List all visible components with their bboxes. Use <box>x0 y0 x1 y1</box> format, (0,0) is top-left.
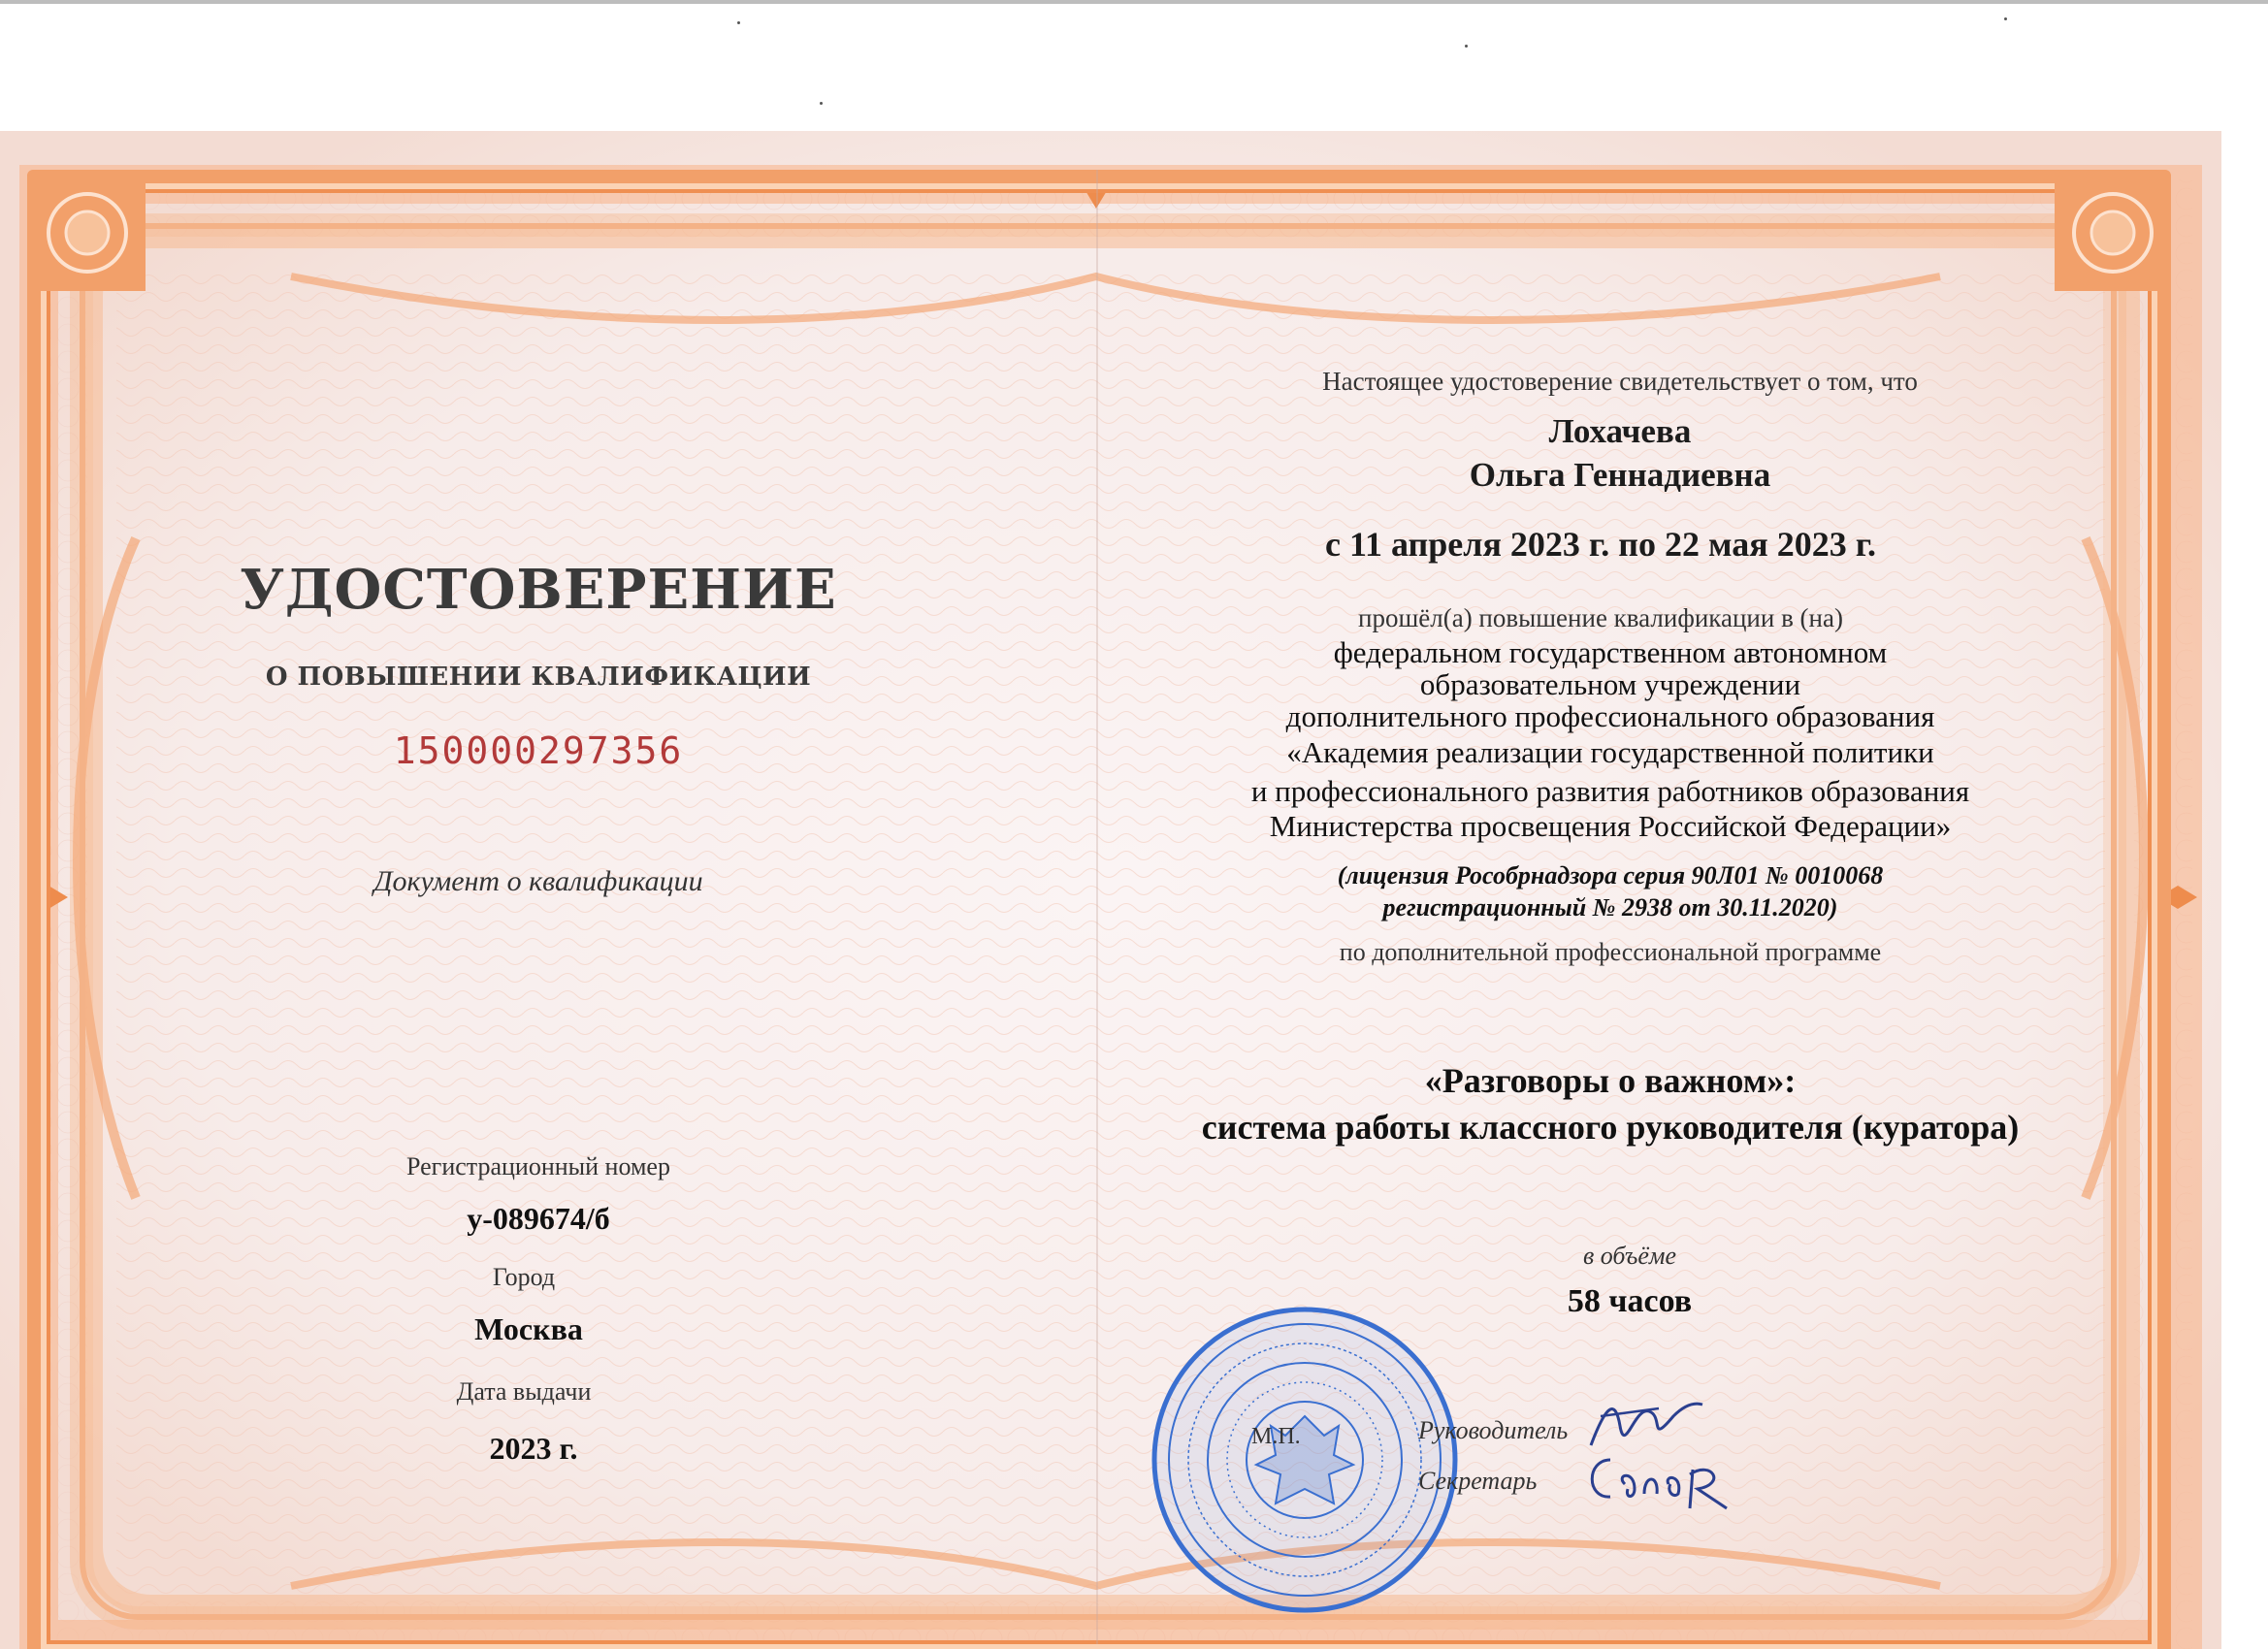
secretary-signature <box>1581 1440 1736 1518</box>
city: Москва <box>474 1311 583 1346</box>
reg-number: у-089674/б <box>467 1201 610 1236</box>
certificate-intro: Настоящее удостоверение свидетельствует о том, что <box>1322 367 1918 396</box>
institution-line: «Академия реализации государственной политики <box>1286 735 1934 769</box>
scan-speck <box>820 102 823 105</box>
program-title-line: «Разговоры о важном»: <box>1424 1061 1797 1100</box>
scan-speck <box>2004 17 2007 20</box>
scan-speck <box>737 21 740 24</box>
corner-ornament-top-left <box>29 175 146 291</box>
issue-date: 2023 г. <box>489 1431 578 1466</box>
program-intro: по дополнительной профессиональной программе <box>1339 938 1882 966</box>
institution-line: федеральном государственном автономном <box>1333 635 1888 669</box>
program-title-line: система работы классного руководителя (куратора) <box>1201 1108 2020 1147</box>
document-kind: Документ о квалификации <box>373 865 703 897</box>
head-label: Руководитель <box>1418 1416 1569 1444</box>
issue-date-label: Дата выдачи <box>456 1377 592 1406</box>
volume-label: в объёме <box>1582 1242 1677 1270</box>
center-fold <box>1096 170 1098 1644</box>
holder-given-names: Ольга Геннадиевна <box>1469 456 1771 494</box>
institution-line: образовательном учреждении <box>1419 667 1801 701</box>
institution-line: Министерства просвещения Российской Федерации» <box>1269 809 1952 843</box>
certificate-title: УДОСТОВЕРЕНИЕ <box>240 558 837 622</box>
hours-value: 58 часов <box>1567 1283 1693 1319</box>
reg-number-label: Регистрационный номер <box>406 1152 670 1180</box>
passed-text: прошёл(а) повышение квалификации в (на) <box>1358 603 1843 632</box>
scan-edge-line <box>0 0 2268 4</box>
corner-ornament-top-right <box>2055 175 2171 291</box>
official-stamp <box>1145 1300 1465 1620</box>
stamp-place-label: М.П. <box>1251 1424 1301 1449</box>
secretary-label: Секретарь <box>1418 1467 1538 1495</box>
license-line: регистрационный № 2938 от 30.11.2020) <box>1382 893 1838 922</box>
training-period: с 11 апреля 2023 г. по 22 мая 2023 г. <box>1324 525 1876 564</box>
certificate-subtitle: О ПОВЫШЕНИИ КВАЛИФИКАЦИИ <box>265 663 812 692</box>
license-line: (лицензия Рособрнадзора серия 90Л01 № 0010068 <box>1337 861 1884 889</box>
scan-speck <box>1465 45 1468 48</box>
institution-line: и профессионального развития работников образования <box>1250 774 1970 808</box>
holder-surname: Лохачева <box>1548 412 1692 450</box>
serial-number: 150000297356 <box>393 729 684 772</box>
institution-line: дополнительного профессионального образования <box>1285 699 1935 733</box>
city-label: Город <box>492 1263 556 1291</box>
